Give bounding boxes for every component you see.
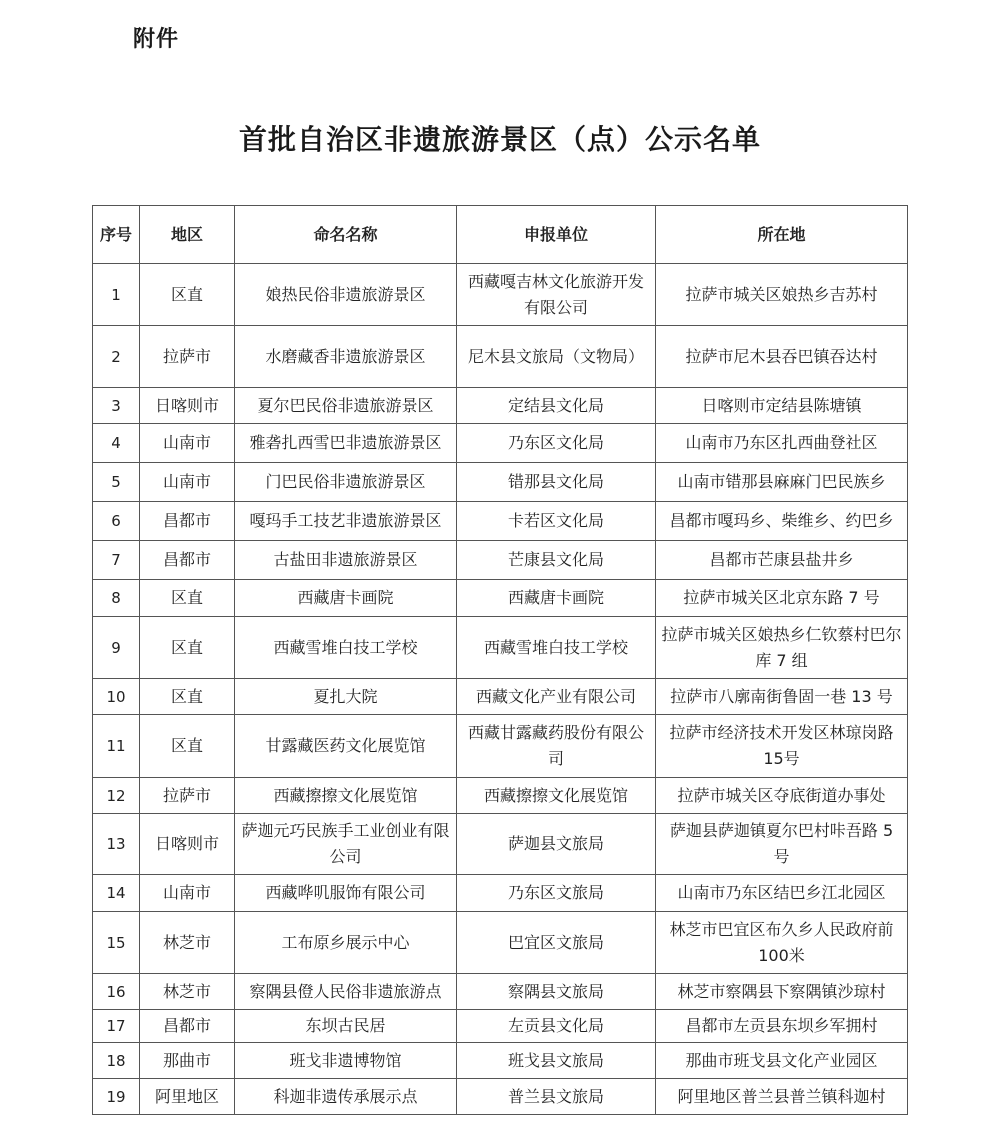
cell-name: 察隅县僜人民俗非遗旅游点 [235,974,457,1010]
cell-name: 东坝古民居 [235,1010,457,1043]
cell-applicant: 芒康县文化局 [457,541,656,580]
cell-region: 那曲市 [140,1043,235,1079]
table-row [93,541,908,580]
cell-region: 昌都市 [140,541,235,580]
cell-location: 拉萨市经济技术开发区林琼岗路15号 [656,715,908,778]
table-row [93,715,908,778]
cell-region: 日喀则市 [140,814,235,875]
cell-applicant: 西藏甘露藏药股份有限公司 [457,715,656,778]
table-row [93,264,908,326]
header-location: 所在地 [656,206,908,264]
cell-region: 日喀则市 [140,388,235,424]
table-row [93,1010,908,1043]
table-row [93,502,908,541]
cell-location: 拉萨市城关区北京东路 7 号 [656,580,908,617]
cell-location: 萨迦县萨迦镇夏尔巴村咔吾路 5 号 [656,814,908,875]
cell-region: 拉萨市 [140,326,235,388]
cell-region: 区直 [140,580,235,617]
cell-location: 拉萨市尼木县吞巴镇吞达村 [656,326,908,388]
table-row [93,912,908,974]
cell-applicant: 西藏擦擦文化展览馆 [457,778,656,814]
cell-name: 门巴民俗非遗旅游景区 [235,463,457,502]
cell-region: 昌都市 [140,502,235,541]
cell-no: 3 [93,388,140,424]
scenic-list-table [92,205,908,1115]
cell-no: 13 [93,814,140,875]
header-name: 命名名称 [235,206,457,264]
cell-no: 6 [93,502,140,541]
cell-no: 1 [93,264,140,326]
cell-region: 昌都市 [140,1010,235,1043]
cell-applicant: 卡若区文化局 [457,502,656,541]
header-region: 地区 [140,206,235,264]
cell-location: 昌都市嘎玛乡、柴维乡、约巴乡 [656,502,908,541]
cell-location: 林芝市巴宜区布久乡人民政府前100米 [656,912,908,974]
cell-no: 19 [93,1079,140,1115]
cell-no: 14 [93,875,140,912]
page-title: 首批自治区非遗旅游景区（点）公示名单 [238,123,761,156]
cell-name: 夏扎大院 [235,679,457,715]
cell-name: 西藏擦擦文化展览馆 [235,778,457,814]
cell-applicant: 巴宜区文旅局 [457,912,656,974]
cell-name: 水磨藏香非遗旅游景区 [235,326,457,388]
cell-applicant: 乃东区文化局 [457,424,656,463]
table-row [93,388,908,424]
cell-location: 昌都市芒康县盐井乡 [656,541,908,580]
cell-name: 西藏唐卡画院 [235,580,457,617]
cell-region: 区直 [140,617,235,679]
cell-name: 班戈非遗博物馆 [235,1043,457,1079]
cell-location: 拉萨市城关区娘热乡吉苏村 [656,264,908,326]
cell-name: 甘露藏医药文化展览馆 [235,715,457,778]
table-row [93,679,908,715]
cell-no: 16 [93,974,140,1010]
cell-region: 区直 [140,679,235,715]
cell-applicant: 西藏雪堆白技工学校 [457,617,656,679]
cell-region: 山南市 [140,875,235,912]
table-row [93,1043,908,1079]
cell-applicant: 普兰县文旅局 [457,1079,656,1115]
attachment-label: 附件 [133,27,180,52]
cell-region: 林芝市 [140,974,235,1010]
cell-no: 10 [93,679,140,715]
cell-location: 拉萨市八廓南街鲁固一巷 13 号 [656,679,908,715]
cell-name: 工布原乡展示中心 [235,912,457,974]
table-row [93,814,908,875]
cell-name: 雅砻扎西雪巴非遗旅游景区 [235,424,457,463]
table-row [93,326,908,388]
header-applicant: 申报单位 [457,206,656,264]
cell-no: 2 [93,326,140,388]
cell-applicant: 西藏文化产业有限公司 [457,679,656,715]
cell-name: 西藏雪堆白技工学校 [235,617,457,679]
cell-location: 昌都市左贡县东坝乡军拥村 [656,1010,908,1043]
table-row [93,424,908,463]
cell-region: 山南市 [140,463,235,502]
cell-applicant: 错那县文化局 [457,463,656,502]
table-row [93,974,908,1010]
table-row [93,580,908,617]
cell-location: 拉萨市城关区夺底街道办事处 [656,778,908,814]
cell-applicant: 萨迦县文旅局 [457,814,656,875]
cell-name: 夏尔巴民俗非遗旅游景区 [235,388,457,424]
cell-region: 区直 [140,715,235,778]
cell-applicant: 定结县文化局 [457,388,656,424]
cell-no: 9 [93,617,140,679]
cell-region: 山南市 [140,424,235,463]
table-row [93,1079,908,1115]
table-header-row [93,206,908,264]
cell-location: 林芝市察隅县下察隅镇沙琼村 [656,974,908,1010]
cell-no: 4 [93,424,140,463]
cell-no: 12 [93,778,140,814]
cell-applicant: 班戈县文旅局 [457,1043,656,1079]
cell-region: 拉萨市 [140,778,235,814]
cell-region: 区直 [140,264,235,326]
cell-name: 娘热民俗非遗旅游景区 [235,264,457,326]
cell-applicant: 察隅县文旅局 [457,974,656,1010]
cell-applicant: 西藏嘎吉林文化旅游开发有限公司 [457,264,656,326]
cell-applicant: 左贡县文化局 [457,1010,656,1043]
cell-name: 萨迦元巧民族手工业创业有限公司 [235,814,457,875]
cell-location: 日喀则市定结县陈塘镇 [656,388,908,424]
cell-applicant: 乃东区文旅局 [457,875,656,912]
table-row [93,617,908,679]
table-row [93,463,908,502]
table-row [93,778,908,814]
header-no: 序号 [93,206,140,264]
cell-location: 那曲市班戈县文化产业园区 [656,1043,908,1079]
cell-location: 山南市乃东区扎西曲登社区 [656,424,908,463]
cell-location: 拉萨市城关区娘热乡仁钦蔡村巴尔库 7 组 [656,617,908,679]
cell-applicant: 尼木县文旅局（文物局） [457,326,656,388]
cell-no: 18 [93,1043,140,1079]
cell-no: 8 [93,580,140,617]
cell-no: 7 [93,541,140,580]
cell-location: 山南市错那县麻麻门巴民族乡 [656,463,908,502]
table-row [93,875,908,912]
cell-no: 15 [93,912,140,974]
cell-applicant: 西藏唐卡画院 [457,580,656,617]
cell-region: 林芝市 [140,912,235,974]
cell-name: 嘎玛手工技艺非遗旅游景区 [235,502,457,541]
cell-name: 西藏哗叽服饰有限公司 [235,875,457,912]
cell-name: 古盐田非遗旅游景区 [235,541,457,580]
cell-region: 阿里地区 [140,1079,235,1115]
cell-location: 山南市乃东区结巴乡江北园区 [656,875,908,912]
cell-no: 5 [93,463,140,502]
cell-no: 11 [93,715,140,778]
cell-no: 17 [93,1010,140,1043]
cell-location: 阿里地区普兰县普兰镇科迦村 [656,1079,908,1115]
cell-name: 科迦非遗传承展示点 [235,1079,457,1115]
